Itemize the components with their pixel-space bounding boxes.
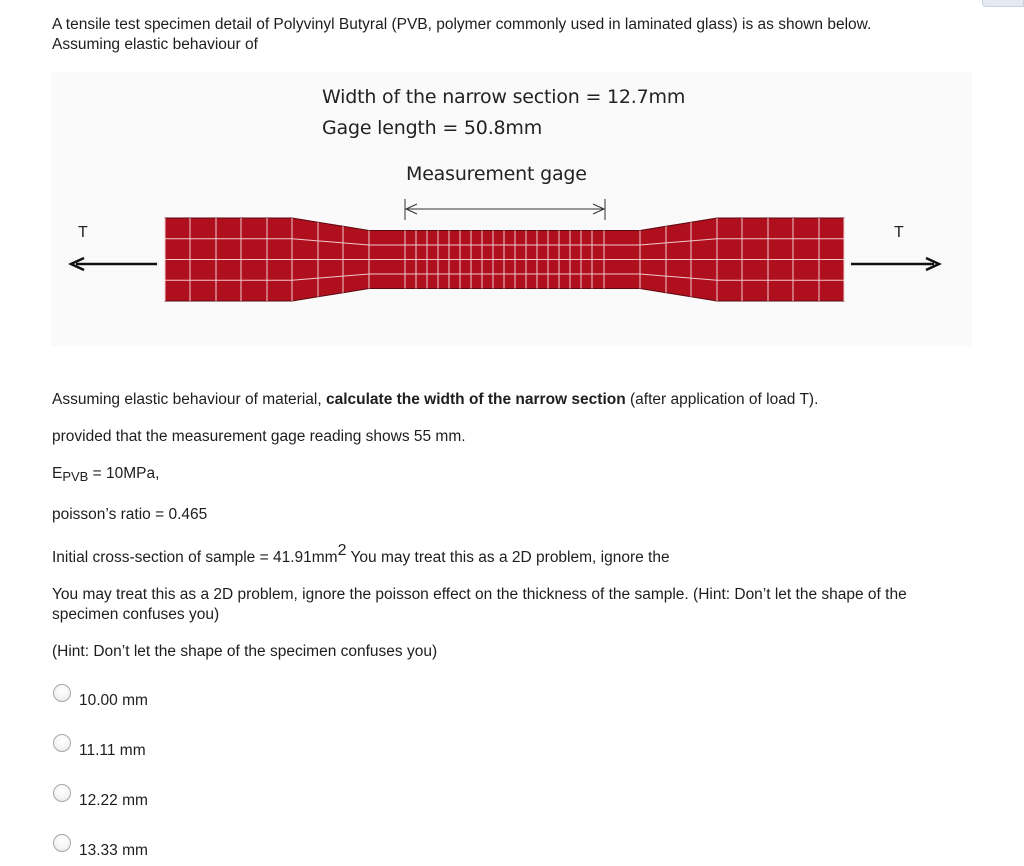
cross-section-line bbox=[52, 542, 670, 568]
hint-paragraph: (Hint: Don’t let the shape of the specimen confuses you) bbox=[52, 643, 438, 660]
load-label-right: T bbox=[894, 224, 904, 241]
gage-length-label: Gage length = 50.8mm bbox=[322, 117, 543, 139]
question-text-end: (after application of load T). bbox=[625, 391, 819, 408]
question-text: Assuming elastic behaviour of material, bbox=[52, 391, 326, 408]
cross-section-text: Initial cross-section of sample = 41.91mm bbox=[52, 549, 338, 566]
radio-button-2[interactable] bbox=[53, 734, 71, 752]
question-paragraph-2: provided that the measurement gage reading shows 55 mm. bbox=[52, 428, 466, 445]
radio-button-3[interactable] bbox=[53, 784, 71, 802]
answer-option-4-label: 13.33 mm bbox=[79, 842, 148, 859]
modulus-subscript: PVB bbox=[62, 469, 89, 484]
radio-button-4[interactable] bbox=[53, 834, 71, 852]
intro-line-1: A tensile test specimen detail of Polyvinyl Butyral (PVB, polymer commonly used in laminated glass) is as shown below. bbox=[52, 16, 872, 33]
modulus-symbol: E bbox=[52, 465, 63, 482]
answer-option-1[interactable] bbox=[53, 686, 148, 708]
answer-option-2[interactable] bbox=[53, 736, 146, 758]
poisson-line: poisson’s ratio = 0.465 bbox=[52, 506, 208, 523]
answer-option-4[interactable] bbox=[53, 836, 148, 858]
radio-button-1[interactable] bbox=[53, 684, 71, 702]
corner-tab bbox=[982, 0, 1024, 7]
question-paragraph-1 bbox=[52, 390, 818, 410]
answer-option-1-label: 10.00 mm bbox=[79, 692, 148, 709]
answer-option-2-label: 11.11 mm bbox=[79, 742, 146, 759]
intro-text bbox=[52, 15, 992, 55]
question-bold-text: calculate the width of the narrow section bbox=[325, 391, 626, 408]
specimen-diagram bbox=[51, 72, 972, 346]
answer-option-3[interactable] bbox=[53, 786, 148, 808]
modulus-value: = 10MPa, bbox=[88, 465, 160, 482]
cross-section-text-end: You may treat this as a 2D problem, ignore the bbox=[346, 549, 670, 566]
cross-section-superscript: 2 bbox=[337, 542, 347, 559]
specimen-figure bbox=[51, 72, 972, 346]
load-label-left: T bbox=[78, 224, 88, 241]
measurement-gage-label: Measurement gage bbox=[406, 163, 587, 185]
answer-option-3-label: 12.22 mm bbox=[79, 792, 148, 809]
two-d-paragraph: You may treat this as a 2D problem, ignore the poisson effect on the thickness of the sample. (Hint: Don’t let the shape of the specimen confuses you) bbox=[52, 586, 907, 623]
intro-line-2: Assuming elastic behaviour of bbox=[52, 36, 258, 53]
modulus-line bbox=[52, 464, 159, 484]
width-label: Width of the narrow section = 12.7mm bbox=[322, 86, 686, 108]
